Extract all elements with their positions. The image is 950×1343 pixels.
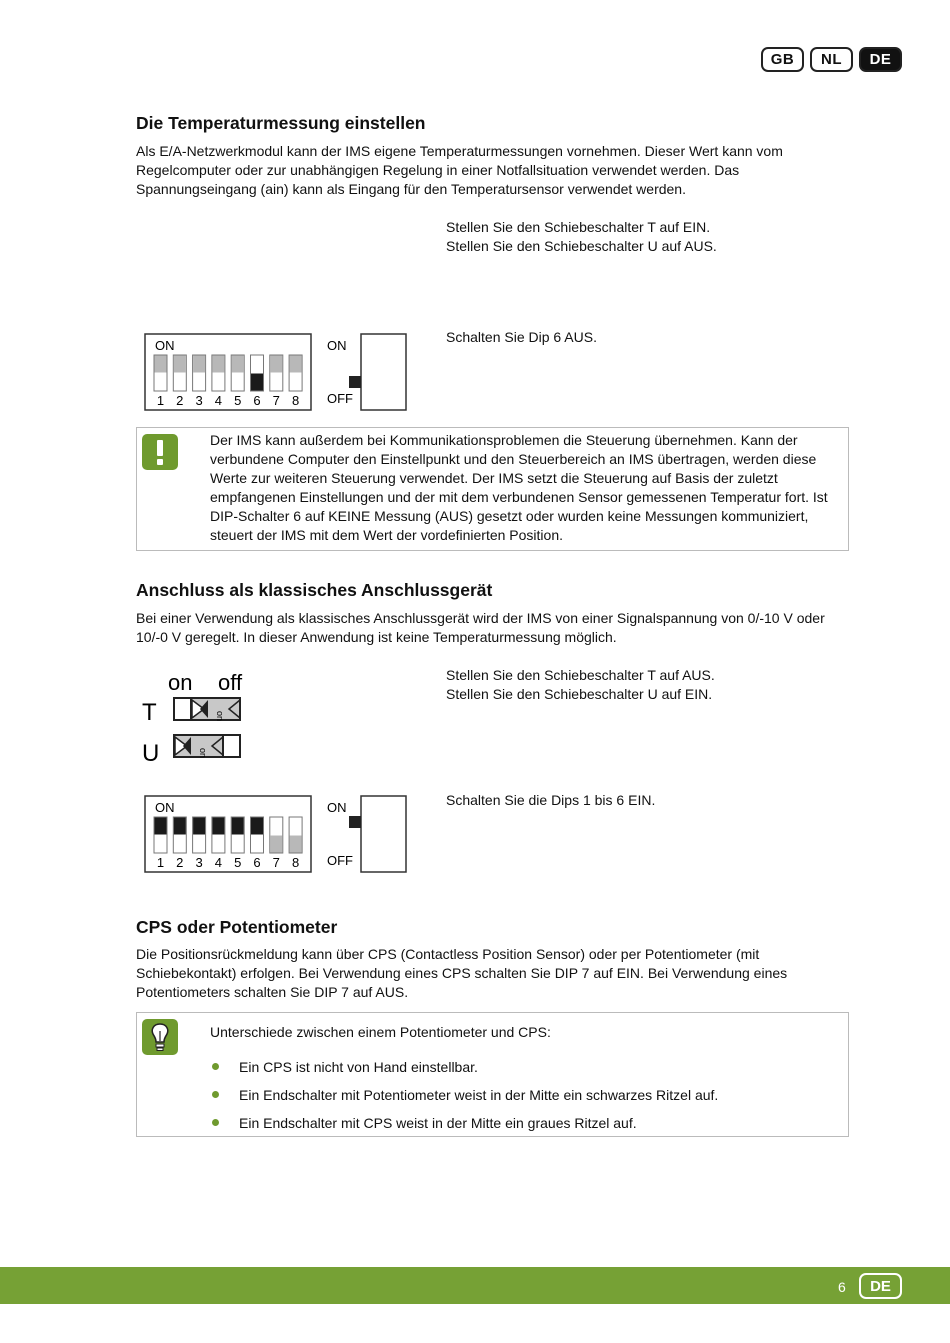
dip-lever-1 <box>155 356 167 373</box>
dip-number-7: 7 <box>272 855 280 870</box>
dip-lever-2 <box>174 818 186 835</box>
dip-number-6: 6 <box>253 393 261 408</box>
warning-note <box>136 427 849 551</box>
dip-number-4: 4 <box>214 393 223 408</box>
instruction-switch-t-2: Stellen Sie den Schiebeschalter T auf AUS. <box>446 667 715 683</box>
slide-off-text: off <box>218 670 243 695</box>
dip-switch-diagram-1 <box>143 332 415 414</box>
dip-lever-3 <box>193 356 205 373</box>
dip-number-4: 4 <box>214 855 223 870</box>
slide-switch-body <box>361 334 406 410</box>
dip-number-2: 2 <box>176 393 184 408</box>
slide-switch-body <box>361 796 406 872</box>
section-title-cps: CPS oder Potentiometer <box>136 917 338 937</box>
dip-lever-5 <box>232 818 244 835</box>
dip-number-1: 1 <box>156 393 165 408</box>
dip-switch-diagram-2 <box>143 794 415 876</box>
slide-off-label: OFF <box>327 391 353 406</box>
lang-tab-de[interactable]: DE <box>859 47 902 72</box>
dip-number-2: 2 <box>176 855 184 870</box>
section-intro-cps: Die Positionsrückmeldung kann über CPS (Contactless Position Sensor) oder per Potentiometer (mit Schiebekontakt) erfolgen. Bei Verwendung eines CPS schalten Sie DIP 7 auf EIN. Bei Verwendung eines Potentiometers schalten Sie DIP 7 auf AUS. <box>136 946 788 1000</box>
dip-lever-1 <box>155 818 167 835</box>
tip-note <box>136 1012 849 1137</box>
switch-u <box>174 735 240 758</box>
lang-tab-nl[interactable]: NL <box>810 47 853 72</box>
dip-lever-2 <box>174 356 186 373</box>
switch-u-knob-text: on <box>198 747 208 759</box>
switch-u-label: U <box>142 740 160 767</box>
dip-number-1: 1 <box>156 855 165 870</box>
instruction-switch-t: Stellen Sie den Schiebeschalter T auf EIN. <box>446 219 711 235</box>
dip-number-8: 8 <box>291 855 300 870</box>
footer-bar <box>0 1267 950 1304</box>
list-item: Ein CPS ist nicht von Hand einstellbar. <box>210 1058 718 1086</box>
tip-bullet-list <box>210 1058 718 1142</box>
dip-on-label: ON <box>155 800 175 815</box>
instruction-switch-u-2: Stellen Sie den Schiebeschalter U auf EIN. <box>446 686 713 702</box>
warning-note-text: Der IMS kann außerdem bei Kommunikationsproblemen die Steuerung übernehmen. Kann der verbundene Computer den Einstellpunkt und den Steuerbereich an IMS übertragen, werden diese Werte zur weiteren Steuerung verwendet. Der IMS setzt die Steuerung auf Basis der zuletzt empfangenen Einstellungen und der mit dem verbundenen Sensor gemessenen Temperatur fort. Ist DIP-Schalter 6 auf KEINE Messung (AUS) gesetzt oder wurden keine Messungen kommuniziert, steuert der IMS mit dem Wert der vordefinierten Position. <box>210 432 828 543</box>
footer-language-tag: DE <box>859 1273 902 1299</box>
list-item: Ein Endschalter mit CPS weist in der Mitte ein graues Ritzel auf. <box>210 1114 718 1142</box>
dip-number-5: 5 <box>234 393 242 408</box>
instruction-dip: Schalten Sie Dip 6 AUS. <box>446 329 597 345</box>
section-intro-classic: Bei einer Verwendung als klassisches Anschlussgerät wird der IMS von einer Signalspannung von 0/-10 V oder 10/-0 V geregelt. In dieser Anwendung ist keine Temperaturmessung möglich. <box>136 610 825 645</box>
dip-lever-6 <box>251 818 263 835</box>
dip-number-8: 8 <box>291 393 300 408</box>
switch-t-label: T <box>142 699 157 726</box>
dip-lever-3 <box>193 818 205 835</box>
slide-switch-knob <box>349 816 361 828</box>
dip-number-7: 7 <box>272 393 280 408</box>
dip-number-5: 5 <box>234 855 242 870</box>
dip-on-label: ON <box>155 338 175 353</box>
tip-heading: Unterschiede zwischen einem Potentiometer und CPS: <box>210 1024 551 1040</box>
warning-icon <box>142 434 178 470</box>
lang-tab-gb[interactable]: GB <box>761 47 804 72</box>
slide-off-label: OFF <box>327 853 353 868</box>
switch-t <box>174 698 240 721</box>
dip-lever-5 <box>232 356 244 373</box>
slide-on-label: ON <box>327 338 347 353</box>
lightbulb-icon <box>142 1019 178 1055</box>
dip-number-3: 3 <box>195 855 203 870</box>
dip-lever-7 <box>270 356 282 373</box>
section-intro-temperature: Als E/A-Netzwerkmodul kann der IMS eigene Temperaturmessungen vornehmen. Dieser Wert kann vom Regelcomputer oder zur unabhängigen Regelung in einer Notfallsituation verwendet werden. Das Spannungseingang (ain) kann als Eingang für den Temperatursensor verwendet werden. <box>136 143 783 197</box>
dip-lever-8 <box>290 356 302 373</box>
section-title-temperature: Die Temperaturmessung einstellen <box>136 113 426 133</box>
list-item: Ein Endschalter mit Potentiometer weist in der Mitte ein schwarzes Ritzel auf. <box>210 1086 718 1114</box>
instruction-dips-2: Schalten Sie die Dips 1 bis 6 EIN. <box>446 792 656 808</box>
slide-switch-knob <box>349 376 361 388</box>
dip-number-3: 3 <box>195 393 203 408</box>
dip-lever-6 <box>251 374 263 391</box>
instruction-switch-u: Stellen Sie den Schiebeschalter U auf AUS. <box>446 238 717 254</box>
dip-lever-8 <box>290 836 302 853</box>
switch-t-knob-text: on <box>215 710 225 722</box>
dip-lever-4 <box>212 356 224 373</box>
dip-lever-7 <box>270 836 282 853</box>
section-title-classic: Anschluss als klassisches Anschlussgerät <box>136 580 493 600</box>
dip-number-6: 6 <box>253 855 261 870</box>
slide-on-text: on <box>168 670 193 695</box>
dip-lever-4 <box>212 818 224 835</box>
page-number: 6 <box>838 1279 846 1295</box>
slide-switch-t-u-diagram <box>138 665 253 770</box>
slide-on-label: ON <box>327 800 347 815</box>
